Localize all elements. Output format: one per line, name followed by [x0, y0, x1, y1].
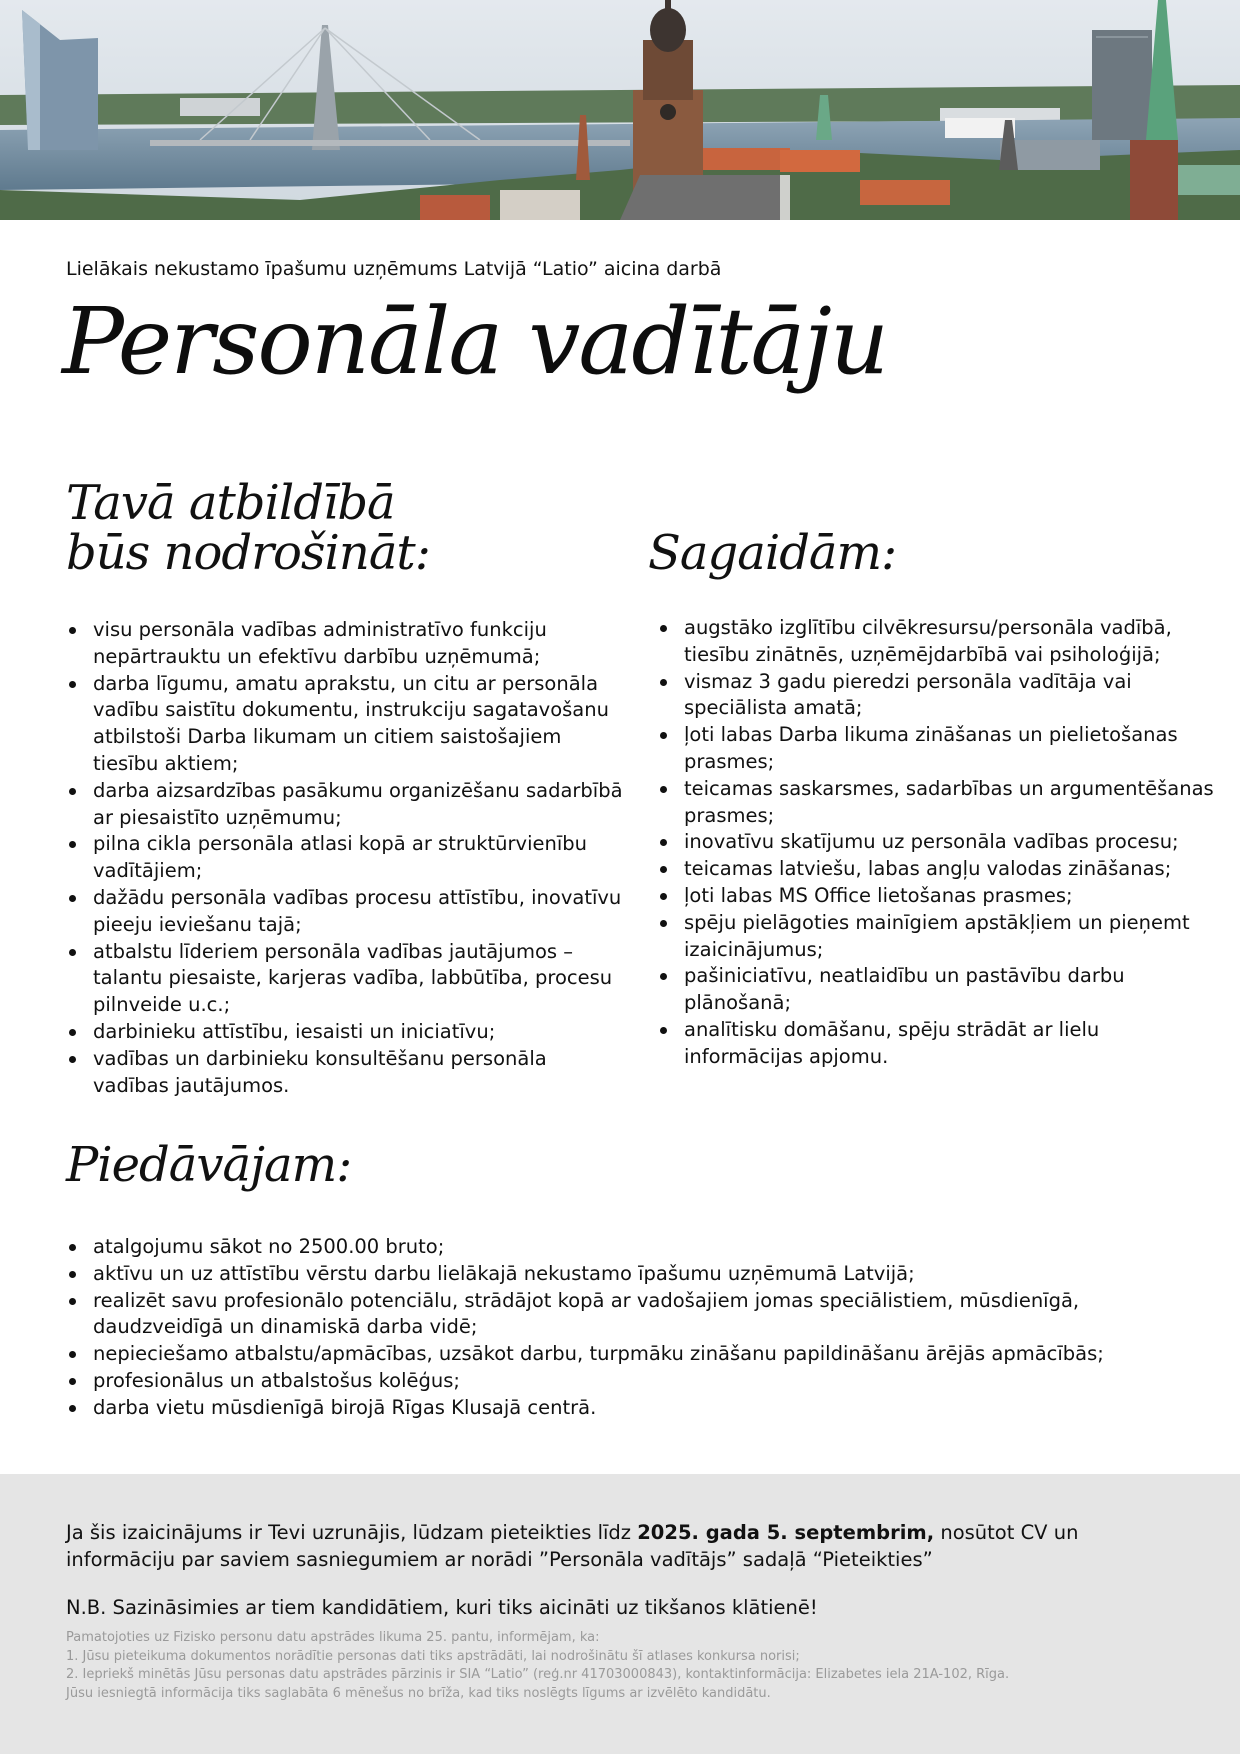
list-item: realizēt savu profesionālo potenciālu, strādājot kopā ar vadošajiem jomas speciālistiem, mūsdienīgā, daudzveidīgā un dinamiskā darba vidē;	[93, 1288, 1213, 1342]
list-item: aktīvu un uz attīstību vērstu darbu lielākajā nekustamo īpašumu uzņēmumā Latvijā;	[93, 1261, 1213, 1288]
list-item: nepieciešamo atbalstu/apmācības, uzsākot darbu, turpmāku zināšanu papildināšanu ārējās apmācībās;	[93, 1341, 1213, 1368]
requirements-list	[657, 615, 1224, 1071]
apply-text-after: nosūtot CV un informāciju par saviem sasniegumiem ar norādi ”Personāla vadītājs” sadaļā “Pieteikties”	[66, 1521, 1079, 1571]
list-item: visu personāla vadības administratīvo funkciju nepārtrauktu un efektīvu darbību uzņēmumā;	[93, 617, 623, 671]
list-item: ļoti labas Darba likuma zināšanas un pielietošanas prasmes;	[684, 722, 1224, 776]
fine-print-line: 1. Jūsu pieteikuma dokumentos norādītie personas dati tiks apstrādāti, lai nodrošinātu šī atlases konkursa norisi;	[66, 1648, 800, 1664]
list-item: augstāko izglītību cilvēkresursu/personāla vadībā, tiesību zinātnēs, uzņēmējdarbībā vai psiholoģijā;	[684, 615, 1224, 669]
list-item: atbalstu līderiem personāla vadības jautājumos – talantu piesaiste, karjeras vadība, labbūtība, procesu pilnveide u.c.;	[93, 939, 623, 1019]
hero-photo	[0, 0, 1240, 220]
list-item: spēju pielāgoties mainīgiem apstākļiem un pieņemt izaicinājumus;	[684, 910, 1224, 964]
riga-cityscape-icon	[0, 0, 1240, 220]
apply-instructions	[66, 1520, 1176, 1573]
list-item: analītisku domāšanu, spēju strādāt ar lielu informācijas apjomu.	[684, 1017, 1224, 1071]
list-item: darba līgumu, amatu aprakstu, un citu ar personāla vadību saistītu dokumentu, instrukciju sagatavošanu atbilstoši Darba likumam un citiem saistošajiem tiesību aktiem;	[93, 671, 623, 778]
page-title: Personāla vadītāju	[62, 288, 888, 395]
list-item: darba vietu mūsdienīgā birojā Rīgas Klusajā centrā.	[93, 1395, 1213, 1422]
list-item: vismaz 3 gadu pieredzi personāla vadītāja vai speciālista amatā;	[684, 669, 1224, 723]
responsibilities-list	[66, 617, 623, 1099]
list-item: darbinieku attīstību, iesaisti un iniciatīvu;	[93, 1019, 623, 1046]
responsibilities-heading-line1: Tavā atbildībā	[66, 475, 395, 531]
apply-deadline: 2025. gada 5. septembrim,	[637, 1521, 935, 1544]
list-item: profesionālus un atbalstošus kolēģus;	[93, 1368, 1213, 1395]
list-item: pašiniciatīvu, neatlaidību un pastāvību darbu plānošanā;	[684, 963, 1224, 1017]
list-item: ļoti labas MS Office lietošanas prasmes;	[684, 883, 1224, 910]
list-item: dažādu personāla vadības procesu attīstību, inovatīvu pieeju ieviešanu tajā;	[93, 885, 623, 939]
intro-text: Lielākais nekustamo īpašumu uzņēmums Latvijā “Latio” aicina darbā	[66, 258, 722, 280]
list-item: pilna cikla personāla atlasi kopā ar struktūrvienību vadītājiem;	[93, 831, 623, 885]
apply-text-before: Ja šis izaicinājums ir Tevi uzrunājis, lūdzam pieteikties līdz	[66, 1521, 638, 1544]
nb-note: N.B. Sazināsimies ar tiem kandidātiem, kuri tiks aicināti uz tikšanos klātienē!	[66, 1596, 818, 1619]
list-item: atalgojumu sākot no 2500.00 bruto;	[93, 1234, 1213, 1261]
offer-heading-text: Piedāvājam:	[66, 1137, 352, 1193]
requirements-heading	[648, 525, 897, 581]
list-item: vadības un darbinieku konsultēšanu personāla vadības jautājumos.	[93, 1046, 623, 1100]
list-item: teicamas latviešu, labas angļu valodas zināšanas;	[684, 856, 1224, 883]
requirements-heading-text: Sagaidām:	[648, 525, 897, 581]
list-item: teicamas saskarsmes, sadarbības un argumentēšanas prasmes;	[684, 776, 1224, 830]
responsibilities-heading-line2: būs nodrošināt:	[66, 525, 430, 581]
fine-print-line: Pamatojoties uz Fizisko personu datu apstrādes likuma 25. pantu, informējam, ka:	[66, 1630, 600, 1645]
offer-list	[66, 1234, 1213, 1422]
fine-print-line: 2. Iepriekš minētās Jūsu personas datu apstrādes pārzinis ir SIA “Latio” (reģ.nr 41703000843), kontaktinformācija: Elizabetes iela 21A-102, Rīga.	[66, 1667, 1010, 1682]
responsibilities-heading	[66, 475, 430, 581]
offer-heading	[66, 1137, 352, 1193]
privacy-fine-print	[66, 1629, 1176, 1703]
list-item: inovatīvu skatījumu uz personāla vadības procesu;	[684, 829, 1224, 856]
application-footer	[0, 1474, 1240, 1754]
list-item: darba aizsardzības pasākumu organizēšanu sadarbībā ar piesaistīto uzņēmumu;	[93, 778, 623, 832]
fine-print-line: Jūsu iesniegtā informācija tiks saglabāta 6 mēnešus no brīža, kad tiks noslēgts līgums ar izvēlēto kandidātu.	[66, 1685, 771, 1701]
